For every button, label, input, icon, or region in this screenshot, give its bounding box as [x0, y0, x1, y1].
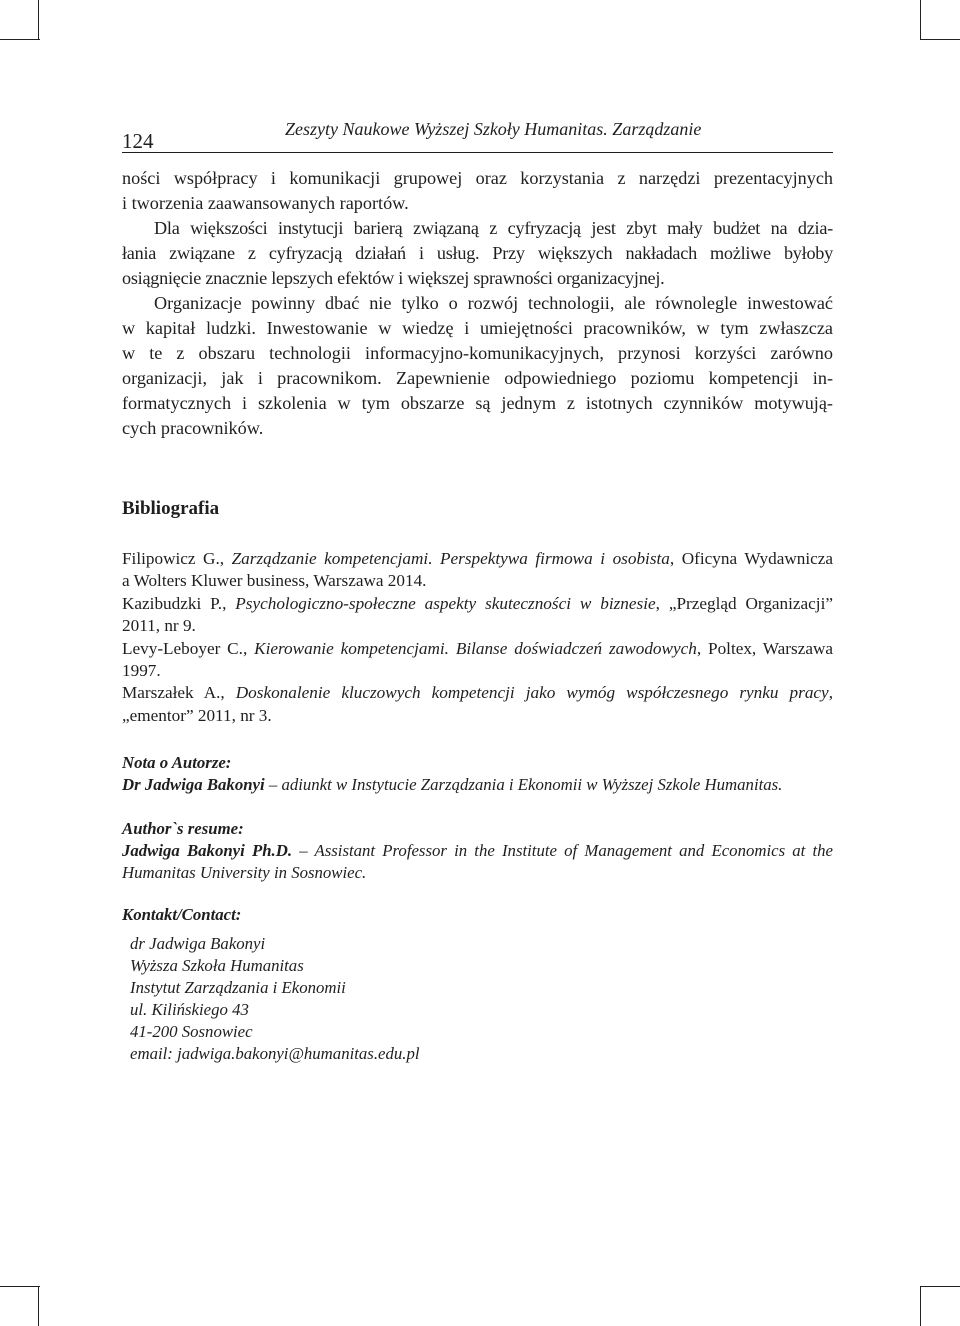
- bibliography-entry: [122, 548, 833, 593]
- crop-mark: [38, 0, 39, 40]
- contact-city: 41-200 Sosnowiec: [130, 1022, 253, 1041]
- bib-continuation: „ementor” 2011, nr 3.: [122, 705, 272, 725]
- author-resume: [122, 818, 833, 884]
- bib-title: Psychologiczno-społeczne aspekty skuteczności w biznesie: [235, 593, 656, 613]
- contact-street: ul. Kilińskiego 43: [130, 1000, 249, 1019]
- bibliography-list: [122, 548, 833, 727]
- bibliography-entry: [122, 682, 833, 727]
- bib-publisher: , „Przegląd Organizacji”: [655, 593, 833, 613]
- text-line: Organizacje powinny dbać nie tylko o rozwój technologii, ale równolegle inwestować: [154, 293, 833, 313]
- paragraph: [122, 166, 833, 216]
- text-line: ności współpracy i komunikacji grupowej oraz korzystania z narzędzi prezentacyjnych: [122, 168, 833, 188]
- bib-title: Zarządzanie kompetencjami. Perspektywa firmowa i osobista: [231, 549, 670, 568]
- contact-institution: Wyższa Szkoła Humanitas: [130, 956, 304, 975]
- bib-publisher: , Poltex, Warszawa: [696, 638, 833, 658]
- bib-publisher: ,: [828, 683, 833, 703]
- contact-name: dr Jadwiga Bakonyi: [130, 934, 266, 953]
- paragraph: [122, 216, 833, 291]
- text-line: w te z obszaru technologii informacyjno-komunikacyjnych, przynosi korzyści zarówno: [122, 343, 833, 363]
- text-line: łania związane z cyfryzacją działań i usług. Przy większych nakładach możliwe byłoby: [122, 243, 833, 263]
- paragraph: [122, 291, 833, 441]
- crop-mark: [38, 1286, 39, 1326]
- bib-author: Filipowicz G.,: [122, 549, 232, 568]
- note-heading: Nota o Autorze:: [122, 753, 232, 772]
- text-line: cych pracowników.: [122, 418, 264, 438]
- bibliography-entry: [122, 638, 833, 683]
- resume-text: – Assistant Professor in the Institute of Management and Economics at the: [292, 841, 833, 860]
- section-title-bibliography: Bibliografia: [122, 498, 220, 519]
- text-line: formatycznych i szkolenia w tym obszarze są jednym z istotnych czynników motywują-: [122, 393, 833, 413]
- body-text: [122, 166, 833, 441]
- crop-mark: [920, 1286, 921, 1326]
- bib-continuation: 2011, nr 9.: [122, 616, 196, 636]
- contact-section: [122, 904, 833, 926]
- crop-mark: [920, 39, 960, 40]
- text-line: i tworzenia zaawansowanych raportów.: [122, 193, 409, 213]
- author-name-en: Jadwiga Bakonyi Ph.D.: [122, 841, 293, 860]
- note-body: [122, 774, 833, 796]
- bib-continuation: a Wolters Kluwer business, Warszawa 2014.: [122, 571, 427, 591]
- crop-mark: [0, 1286, 40, 1287]
- resume-text-cont: Humanitas University in Sosnowiec.: [122, 863, 367, 882]
- author-name: Dr Jadwiga Bakonyi: [122, 775, 265, 794]
- contact-email: email: jadwiga.bakonyi@humanitas.edu.pl: [130, 1044, 420, 1063]
- author-note: [122, 752, 833, 796]
- crop-mark: [0, 39, 40, 40]
- bib-author: Marszałek A.,: [122, 683, 236, 703]
- page-number: 124: [122, 129, 154, 153]
- text-line: osiągnięcie znacznie lepszych efektów i większej sprawności organizacyjnej.: [122, 268, 665, 288]
- resume-body: [122, 840, 833, 884]
- page-header: [122, 116, 833, 153]
- bib-publisher: , Oficyna Wydawnicza: [669, 549, 833, 568]
- contact-department: Instytut Zarządzania i Ekonomii: [130, 978, 346, 997]
- bib-title: Doskonalenie kluczowych kompetencji jako wymóg współczesnego rynku pracy: [235, 683, 829, 703]
- bib-continuation: 1997.: [122, 660, 161, 680]
- bib-title: Kierowanie kompetencjami. Bilanse doświadczeń zawodowych: [254, 638, 697, 658]
- text-line: organizacji, jak i pracownikom. Zapewnienie odpowiedniego poziomu kompetencji in-: [122, 368, 833, 388]
- bib-author: Kazibudzki P.,: [122, 593, 236, 613]
- bibliography-entry: [122, 593, 833, 638]
- running-title: Zeszyty Naukowe Wyższej Szkoły Humanitas. Zarządzanie: [285, 119, 702, 139]
- crop-mark: [920, 1286, 960, 1287]
- note-text: – adiunkt w Instytucie Zarządzania i Ekonomii w Wyższej Szkole Humanitas.: [264, 775, 783, 794]
- contact-heading: Kontakt/Contact:: [122, 905, 242, 924]
- contact-block: [130, 933, 420, 1065]
- resume-heading: Author`s resume:: [122, 819, 244, 838]
- text-line: Dla większości instytucji barierą związaną z cyfryzacją jest zbyt mały budżet na dzia-: [154, 218, 833, 238]
- bib-author: Levy-Leboyer C.,: [122, 638, 255, 658]
- crop-mark: [920, 0, 921, 40]
- text-line: w kapitał ludzki. Inwestowanie w wiedzę i umiejętności pracowników, w tym zwłaszcza: [122, 318, 833, 338]
